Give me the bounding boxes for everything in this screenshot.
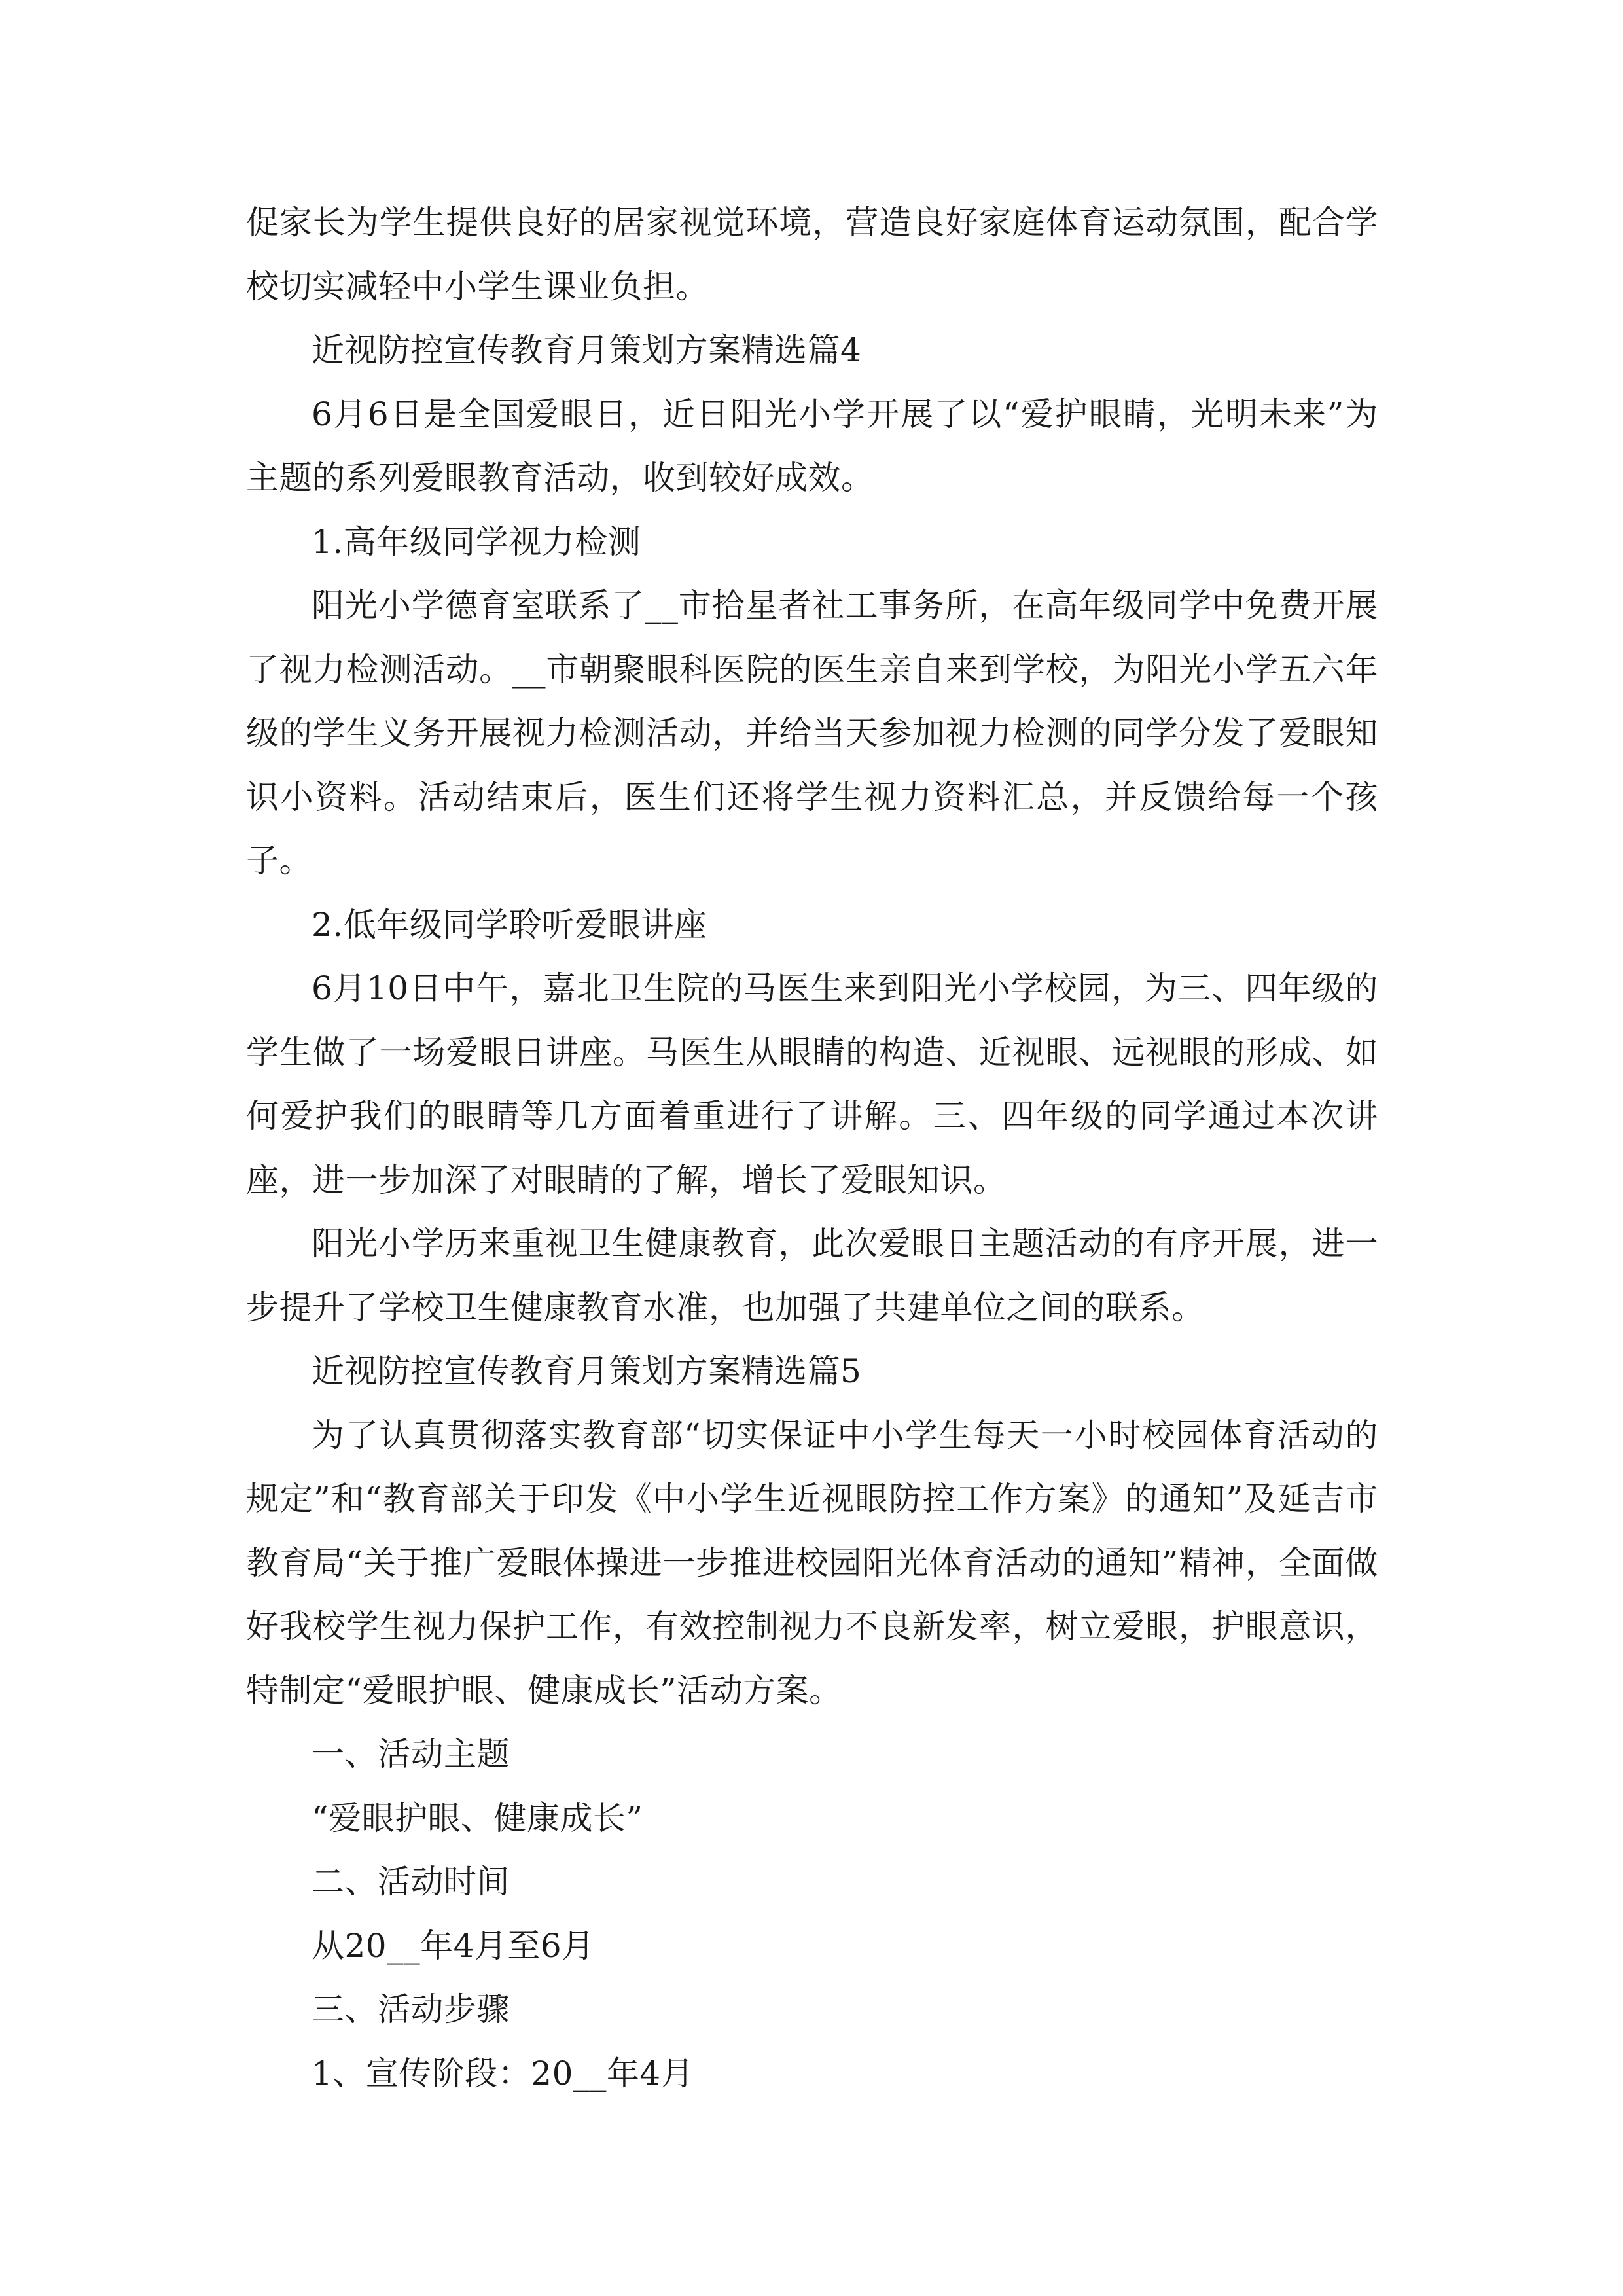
activity-theme-value: “爱眼护眼、健康成长” xyxy=(312,1799,643,1837)
paragraph-summary: 阳光小学历来重视卫生健康教育，此次爱眼日主题活动的有序开展，进一步提升了学校卫生健康教育水准，也加强了共建单位之间的联系。 xyxy=(246,1225,1378,1327)
paragraph-continuation: 促家长为学生提供良好的居家视觉环境，营造良好家庭体育运动氛围，配合学校切实减轻中小学生课业负担。 xyxy=(246,204,1378,306)
step-publicity-stage: 1、宣传阶段：20__年4月 xyxy=(312,2054,694,2092)
paragraph-eye-lecture: 6月10日中午，嘉北卫生院的马医生来到阳光小学校园，为三、四年级的学生做了一场爱眼日讲座。马医生从眼睛的构造、近视眼、远视眼的形成、如何爱护我们的眼睛等几方面着重进行了讲解。三、四年级的同学通过本次讲座，进一步加深了对眼睛的了解，增长了爱眼知识。 xyxy=(246,969,1378,1199)
subheading-eye-lecture: 2.低年级同学聆听爱眼讲座 xyxy=(312,905,707,944)
paragraph-eye-day-intro: 6月6日是全国爱眼日，近日阳光小学开展了以“爱护眼睛，光明未来”为主题的系列爱眼教育活动，收到较好成效。 xyxy=(246,395,1378,497)
paragraph-vision-test: 阳光小学德育室联系了__市拾星者社工事务所，在高年级同学中免费开展了视力检测活动。__市朝聚眼科医院的医生亲自来到学校，为阳光小学五六年级的学生义务开展视力检测活动，并给当天参加视力检测的同学分发了爱眼知识小资料。活动结束后，医生们还将学生视力资料汇总，并反馈给每一个孩子。 xyxy=(246,586,1378,880)
subheading-vision-test: 1.高年级同学视力检测 xyxy=(312,522,641,561)
heading-activity-theme: 一、活动主题 xyxy=(312,1735,510,1773)
heading-activity-steps: 三、活动步骤 xyxy=(312,1990,510,2028)
document-body xyxy=(246,191,1378,2106)
heading-activity-time: 二、活动时间 xyxy=(312,1863,510,1901)
activity-time-value: 从20__年4月至6月 xyxy=(312,1926,595,1965)
paragraph-plan-intro: 为了认真贯彻落实教育部“切实保证中小学生每天一小时校园体育活动的规定”和“教育部关于印发《中小学生近视眼防控工作方案》的通知”及延吉市教育局“关于推广爱眼体操进一步推进校园阳光体育活动的通知”精神，全面做好我校学生视力保护工作，有效控制视力不良新发率，树立爱眼，护眼意识，特制定“爱眼护眼、健康成长”活动方案。 xyxy=(246,1416,1378,1710)
section-heading-5: 近视防控宣传教育月策划方案精选篇5 xyxy=(312,1352,862,1390)
section-heading-4: 近视防控宣传教育月策划方案精选篇4 xyxy=(312,331,862,369)
